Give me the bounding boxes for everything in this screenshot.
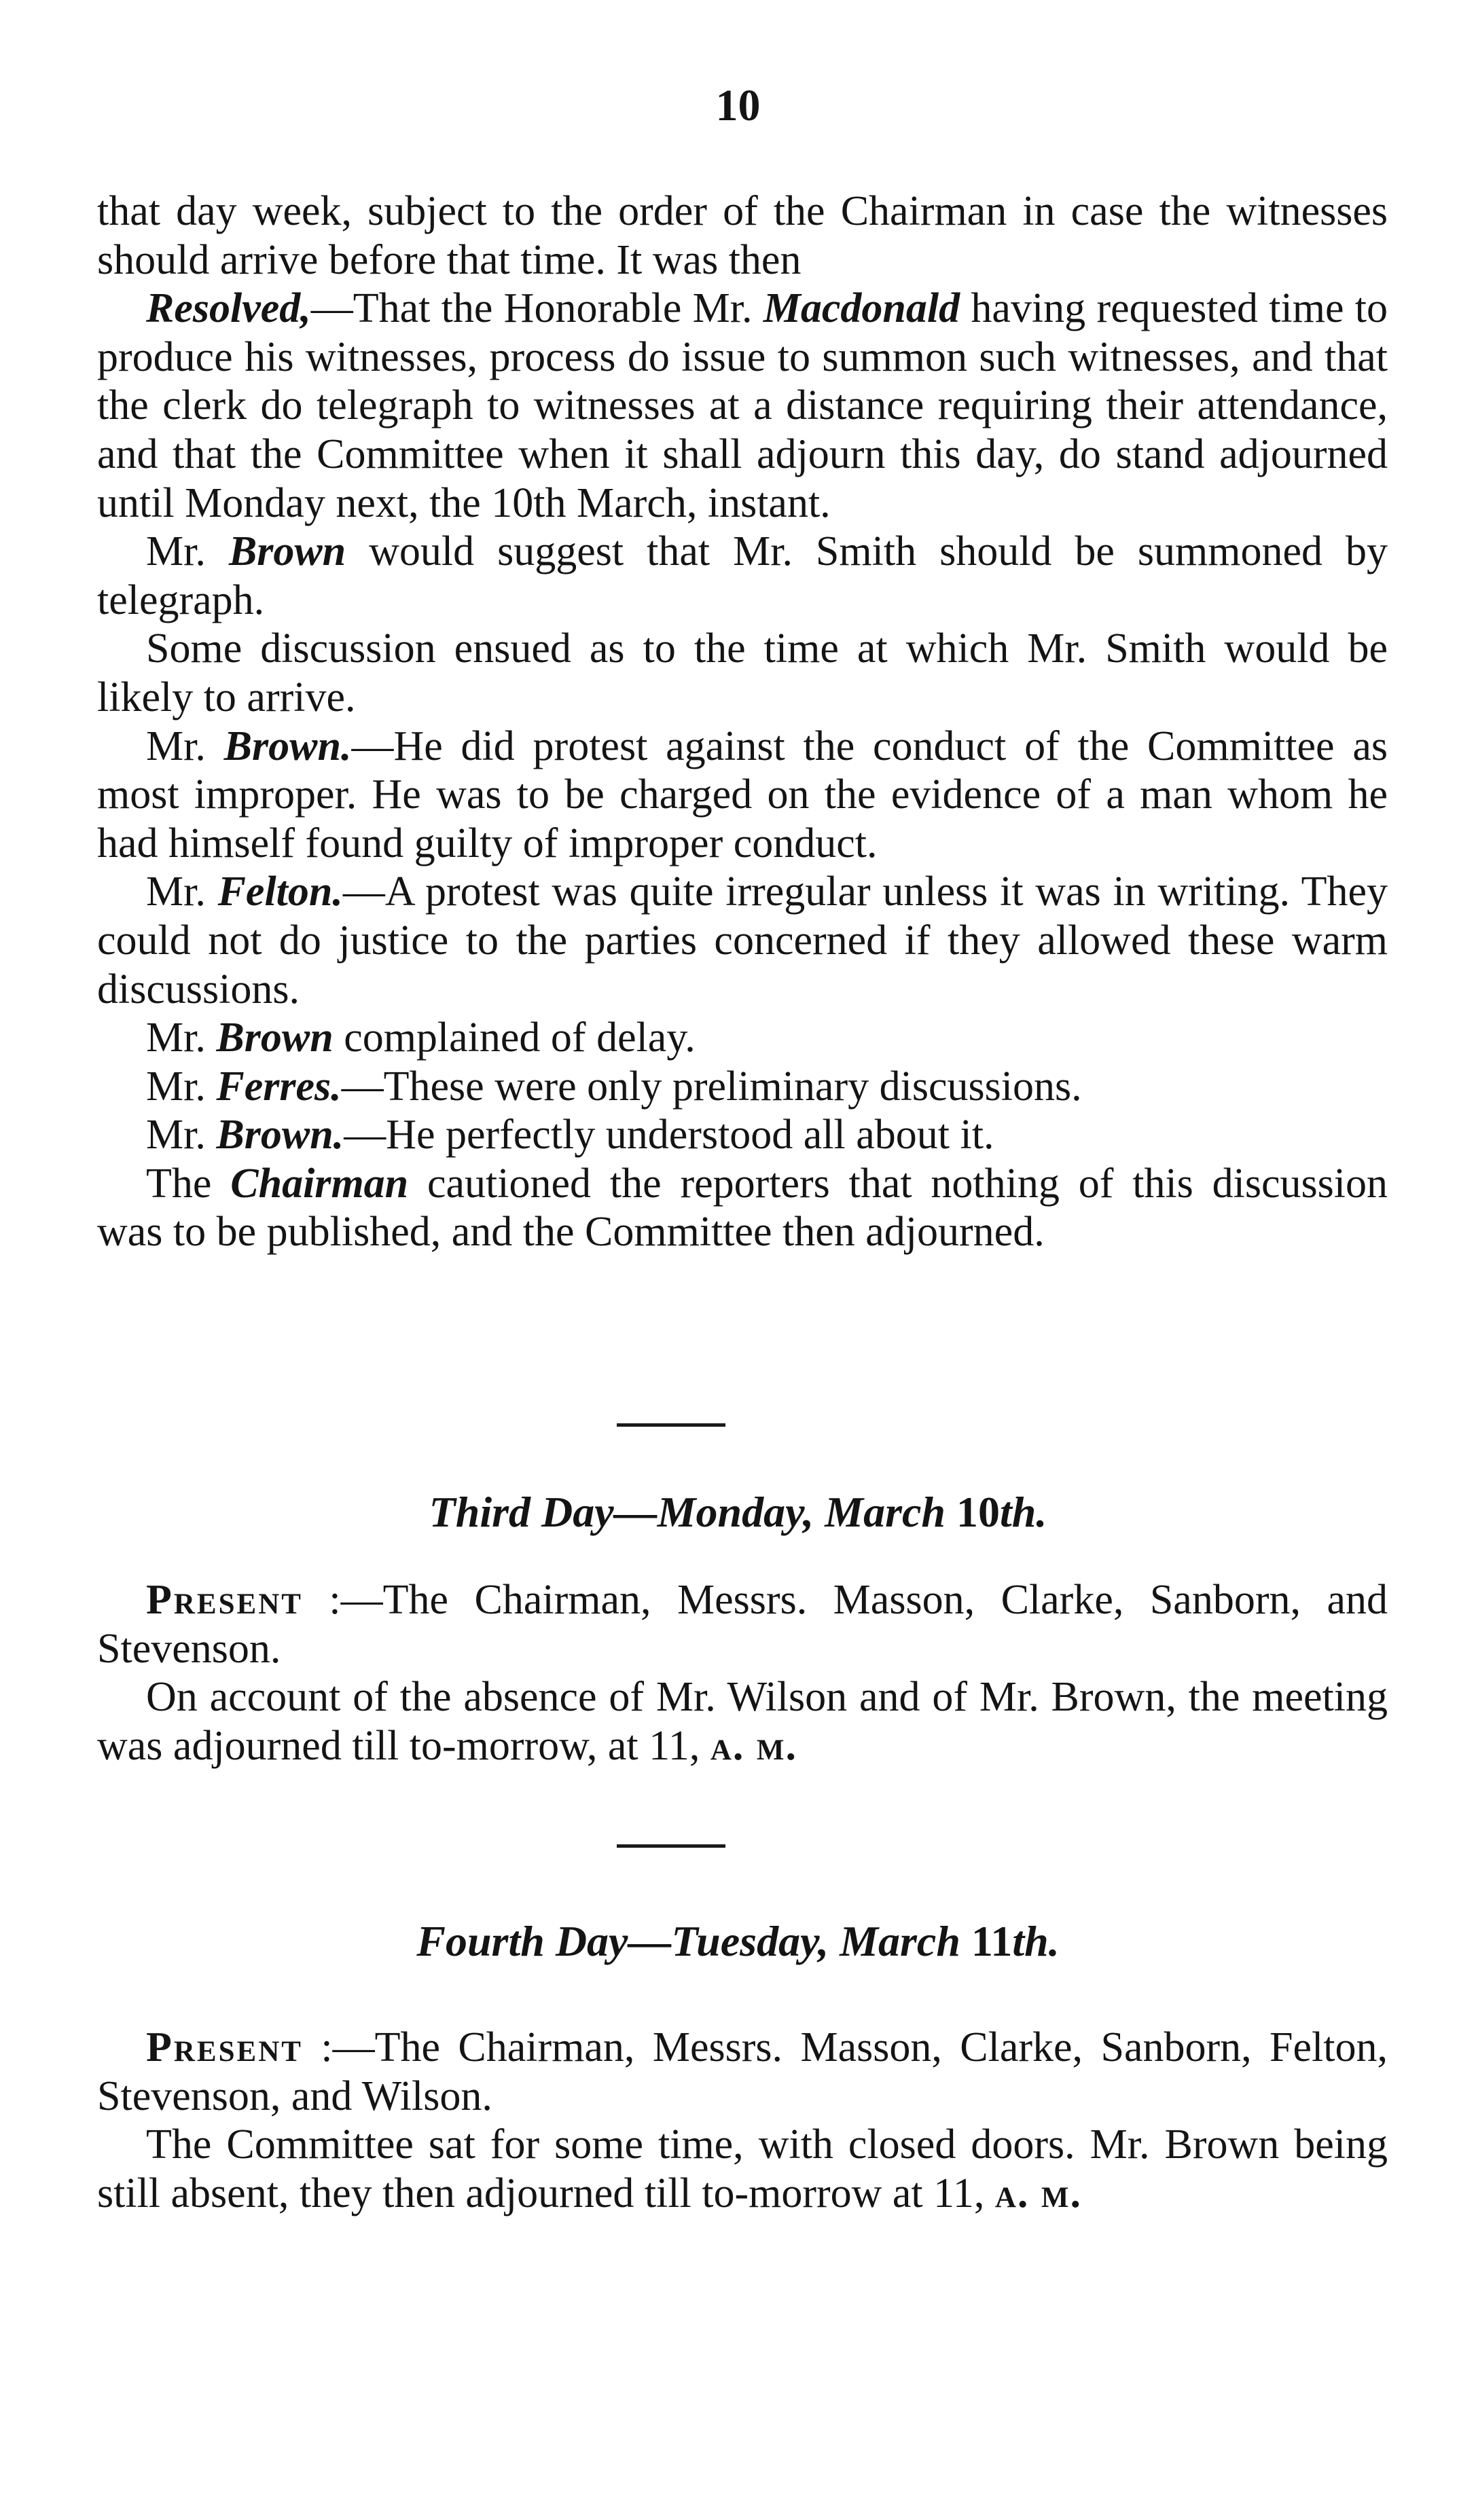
- speaker-name: Brown.: [216, 1112, 344, 1158]
- time-abbreviation: a. m.: [994, 2170, 1082, 2216]
- page-number: 10: [715, 81, 761, 130]
- section-divider: [617, 1423, 725, 1427]
- heading-date-number: 11: [971, 1917, 1013, 1965]
- speech-text: would suggest that Mr. Smith should be summoned by telegraph.: [97, 528, 1388, 623]
- present-list: :—The Chairman, Messrs. Masson, Clarke, Sanborn, Felton, Stevenson, and Wilson.: [97, 2024, 1388, 2119]
- paragraph-brown-protest: [97, 723, 1388, 869]
- closed-doors-text: The Committee sat for some time, with closed doors. Mr. Brown being still absent, they then adjourned till to-morrow at 11,: [97, 2121, 1388, 2216]
- speaker-title: Mr.: [146, 1112, 217, 1158]
- speaker-title: Mr.: [146, 528, 229, 575]
- paragraph-closed-doors: [97, 2121, 1388, 2218]
- speaker-name: Brown: [216, 1015, 334, 1061]
- speech-text: —A protest was quite irregular unless it was in writing. They could not do justice to the parties concerned if they allowed these warm discussions.: [97, 869, 1388, 1012]
- paragraph-felton: [97, 868, 1388, 1014]
- speaker-title: Mr.: [146, 723, 224, 769]
- resolved-label: Resolved,: [146, 285, 311, 332]
- time-abbreviation: a. m.: [710, 1722, 797, 1769]
- speaker-name: Macdonald: [763, 285, 960, 332]
- speaker-name: Brown.: [223, 723, 352, 769]
- section-divider: [617, 1844, 725, 1848]
- present-list: :—The Chairman, Messrs. Masson, Clarke, Sanborn, and Stevenson.: [97, 1577, 1388, 1672]
- third-day-heading: [0, 1487, 1476, 1537]
- speaker-name: Ferres.: [216, 1063, 342, 1110]
- paragraph-brown-understood: [97, 1111, 1388, 1160]
- paragraph-resolution: [97, 285, 1388, 528]
- speaker-name: Chairman: [230, 1160, 409, 1207]
- speaker-title: Mr.: [146, 1063, 217, 1110]
- fourth-day-heading: [0, 1916, 1476, 1967]
- speaker-title: Mr.: [146, 1015, 217, 1061]
- heading-date-suffix: th.: [1012, 1917, 1060, 1965]
- speech-text: —He perfectly understood all about it.: [344, 1112, 994, 1158]
- proceedings-text: [97, 187, 1388, 1257]
- speaker-name: Brown: [228, 528, 346, 575]
- speaker-name: Felton.: [217, 869, 343, 915]
- paragraph-continuation: that day week, subject to the order of the Chairman in case the witnesses should arrive before that time. It was then: [97, 188, 1388, 283]
- third-day-text: [97, 1576, 1388, 1770]
- paragraph-discussion: Some discussion ensued as to the time at which Mr. Smith would be likely to arrive.: [97, 625, 1388, 720]
- paragraph-chairman: [97, 1160, 1388, 1257]
- adjournment-text: On account of the absence of Mr. Wilson and of Mr. Brown, the meeting was adjourned till to-morrow, at 11,: [97, 1674, 1388, 1769]
- present-label: Present: [146, 1577, 303, 1623]
- speech-text: —He did protest against the conduct of the Committee as most improper. He was to be charged on the evidence of a man whom he had himself found guilty of improper conduct.: [97, 723, 1388, 866]
- paragraph-adjournment: [97, 1673, 1388, 1770]
- paragraph-present: [97, 2024, 1388, 2121]
- speech-text: cautioned the reporters that nothing of this discussion was to be published, and the Committee then adjourned.: [97, 1160, 1388, 1256]
- heading-text: Third Day—Monday, March: [429, 1488, 956, 1536]
- speaker-title: Mr.: [146, 869, 218, 915]
- speaker-title: The: [146, 1160, 231, 1207]
- heading-date-number: 10: [956, 1488, 1000, 1536]
- present-label: Present: [146, 2024, 303, 2070]
- speech-text: complained of delay.: [333, 1015, 696, 1061]
- resolution-text: —That the Honorable Mr.: [310, 285, 763, 332]
- paragraph-ferres: [97, 1063, 1388, 1112]
- heading-text: Fourth Day—Tuesday, March: [416, 1917, 971, 1965]
- paragraph-brown-delay: [97, 1014, 1388, 1063]
- speech-text: —These were only preliminary discussions.: [341, 1063, 1082, 1110]
- fourth-day-text: [97, 2024, 1388, 2218]
- paragraph-present: [97, 1576, 1388, 1673]
- resolution-rest: having requested time to produce his witnesses, process do issue to summon such witnesses, and that the clerk do telegraph to witnesses at a distance requiring their attendance, and that the Committee when it shall adjourn this day, do stand adjourned until Monday next, the 10th March, instant.: [97, 285, 1388, 526]
- heading-date-suffix: th.: [999, 1488, 1047, 1536]
- paragraph-brown-suggestion: [97, 528, 1388, 625]
